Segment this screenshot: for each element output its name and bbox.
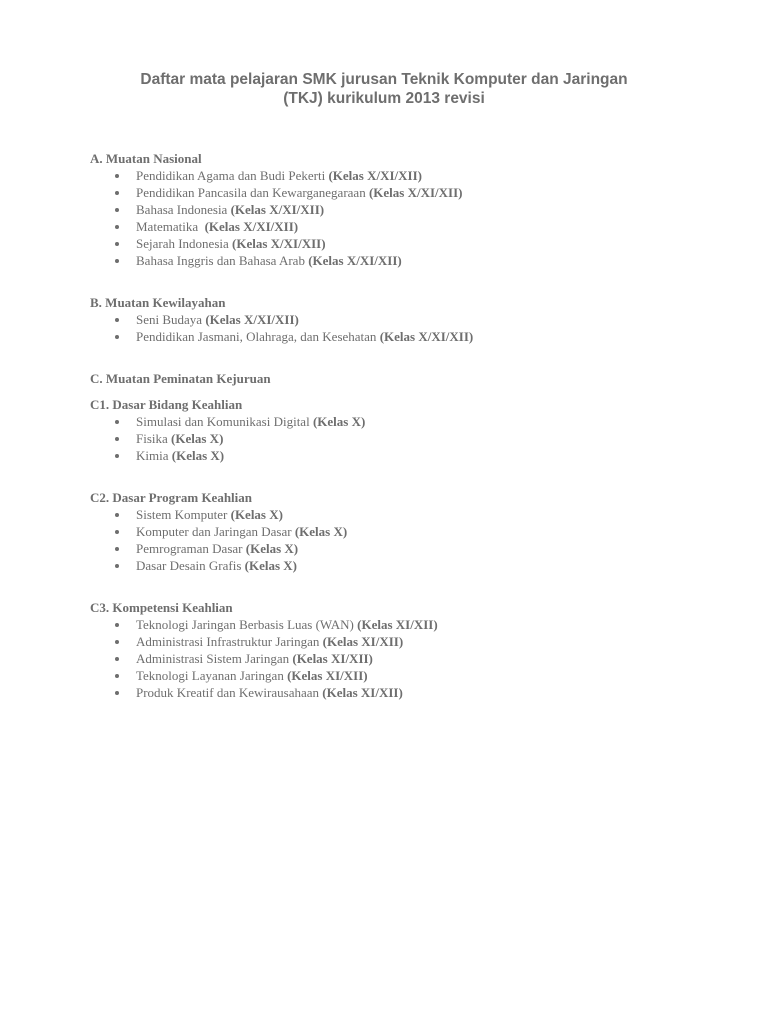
kelas-label: (Kelas XI/XII) — [292, 651, 373, 666]
bullet-icon — [115, 259, 119, 263]
section-muatan-kewilayahan — [90, 294, 730, 345]
subject-name: Pendidikan Agama dan Budi Pekerti — [136, 168, 326, 183]
subject-name: Sistem Komputer — [136, 507, 228, 522]
kelas-label: (Kelas XI/XII) — [322, 685, 403, 700]
subject-name: Seni Budaya — [136, 312, 203, 327]
subject-name: Teknologi Layanan Jaringan — [136, 668, 284, 683]
spacer — [90, 345, 730, 370]
subject-list — [90, 167, 730, 269]
list-item — [90, 650, 730, 667]
bullet-icon — [115, 225, 119, 229]
kelas-label: (Kelas X/XI/XII) — [204, 219, 299, 234]
bullet-icon — [115, 547, 119, 551]
list-item — [90, 167, 730, 184]
bullet-icon — [115, 454, 119, 458]
subject-name: Pendidikan Pancasila dan Kewarganegaraan — [136, 185, 366, 200]
list-item — [90, 184, 730, 201]
spacer — [90, 464, 730, 489]
subject-name: Administrasi Sistem Jaringan — [136, 651, 290, 666]
list-item — [90, 252, 730, 269]
kelas-label: (Kelas X) — [230, 507, 283, 522]
list-item — [90, 311, 730, 328]
subject-name: Bahasa Inggris dan Bahasa Arab — [136, 253, 305, 268]
kelas-label: (Kelas X) — [171, 431, 224, 446]
section-heading: C3. Kompetensi Keahlian — [90, 600, 233, 615]
list-item — [90, 523, 730, 540]
spacer — [90, 387, 730, 396]
subject-name: Teknologi Jaringan Berbasis Luas (WAN) — [136, 617, 354, 632]
kelas-label: (Kelas X/XI/XII) — [232, 236, 326, 251]
subject-name: Produk Kreatif dan Kewirausahaan — [136, 685, 320, 700]
kelas-label: (Kelas X/XI/XII) — [368, 185, 463, 200]
spacer — [90, 269, 730, 294]
subject-name: Pendidikan Jasmani, Olahraga, dan Kesehatan — [136, 329, 377, 344]
section-dasar-bidang-keahlian — [90, 396, 730, 464]
subject-list — [90, 616, 730, 701]
kelas-label: (Kelas XI/XII) — [287, 668, 368, 683]
bullet-icon — [115, 623, 119, 627]
kelas-label: (Kelas X/XI/XII) — [230, 202, 325, 217]
bullet-icon — [115, 242, 119, 246]
subject-name: Dasar Desain Grafis — [136, 558, 242, 573]
section-heading: A. Muatan Nasional — [90, 151, 202, 166]
kelas-label: (Kelas X) — [244, 558, 298, 573]
list-item — [90, 633, 730, 650]
bullet-icon — [115, 640, 119, 644]
list-item — [90, 506, 730, 523]
kelas-label: (Kelas X/XI/XII) — [328, 168, 422, 183]
subject-name: Simulasi dan Komunikasi Digital — [136, 414, 310, 429]
subject-name: Sejarah Indonesia — [136, 236, 229, 251]
list-item — [90, 616, 730, 633]
document-title — [70, 70, 698, 108]
document-body — [90, 150, 730, 701]
list-item — [90, 218, 730, 235]
list-item — [90, 328, 730, 345]
subject-name: Pemrograman Dasar — [136, 541, 243, 556]
bullet-icon — [115, 191, 119, 195]
subject-list — [90, 311, 730, 345]
bullet-icon — [115, 691, 119, 695]
title-line-1: Daftar mata pelajaran SMK jurusan Teknik Komputer dan Jaringan — [140, 71, 628, 88]
bullet-icon — [115, 564, 119, 568]
bullet-icon — [115, 208, 119, 212]
bullet-icon — [115, 530, 119, 534]
list-item — [90, 201, 730, 218]
subject-name: Komputer dan Jaringan Dasar — [136, 524, 292, 539]
section-muatan-nasional — [90, 150, 730, 269]
bullet-icon — [115, 657, 119, 661]
list-item — [90, 684, 730, 701]
section-heading: C1. Dasar Bidang Keahlian — [90, 397, 243, 412]
bullet-icon — [115, 174, 119, 178]
section-dasar-program-keahlian — [90, 489, 730, 574]
list-item — [90, 430, 730, 447]
section-muatan-peminatan-kejuruan — [90, 370, 730, 387]
list-item — [90, 540, 730, 557]
kelas-label: (Kelas X/XI/XII) — [205, 312, 299, 327]
subject-list — [90, 413, 730, 464]
kelas-label: (Kelas X) — [171, 448, 225, 463]
kelas-label: (Kelas X/XI/XII) — [308, 253, 402, 268]
bullet-icon — [115, 674, 119, 678]
subject-name: Bahasa Indonesia — [136, 202, 228, 217]
section-kompetensi-keahlian — [90, 599, 730, 701]
list-item — [90, 557, 730, 574]
subject-name: Matematika — [136, 219, 202, 234]
bullet-icon — [115, 513, 119, 517]
spacer — [90, 574, 730, 599]
bullet-icon — [115, 318, 119, 322]
subject-name: Administrasi Infrastruktur Jaringan — [136, 634, 320, 649]
bullet-icon — [115, 335, 119, 339]
list-item — [90, 447, 730, 464]
section-heading: C2. Dasar Program Keahlian — [90, 490, 253, 505]
kelas-label: (Kelas X) — [312, 414, 366, 429]
list-item — [90, 235, 730, 252]
bullet-icon — [115, 420, 119, 424]
kelas-label: (Kelas XI/XII) — [357, 617, 438, 632]
subject-list — [90, 506, 730, 574]
list-item — [90, 667, 730, 684]
kelas-label: (Kelas XI/XII) — [322, 634, 404, 649]
kelas-label: (Kelas X) — [294, 524, 348, 539]
subject-name: Fisika — [136, 431, 168, 446]
section-heading: C. Muatan Peminatan Kejuruan — [90, 371, 271, 386]
kelas-label: (Kelas X) — [245, 541, 299, 556]
section-heading: B. Muatan Kewilayahan — [90, 295, 226, 310]
title-line-2: (TKJ) kurikulum 2013 revisi — [283, 90, 485, 107]
subject-name: Kimia — [136, 448, 169, 463]
bullet-icon — [115, 437, 119, 441]
kelas-label: (Kelas X/XI/XII) — [379, 329, 474, 344]
list-item — [90, 413, 730, 430]
